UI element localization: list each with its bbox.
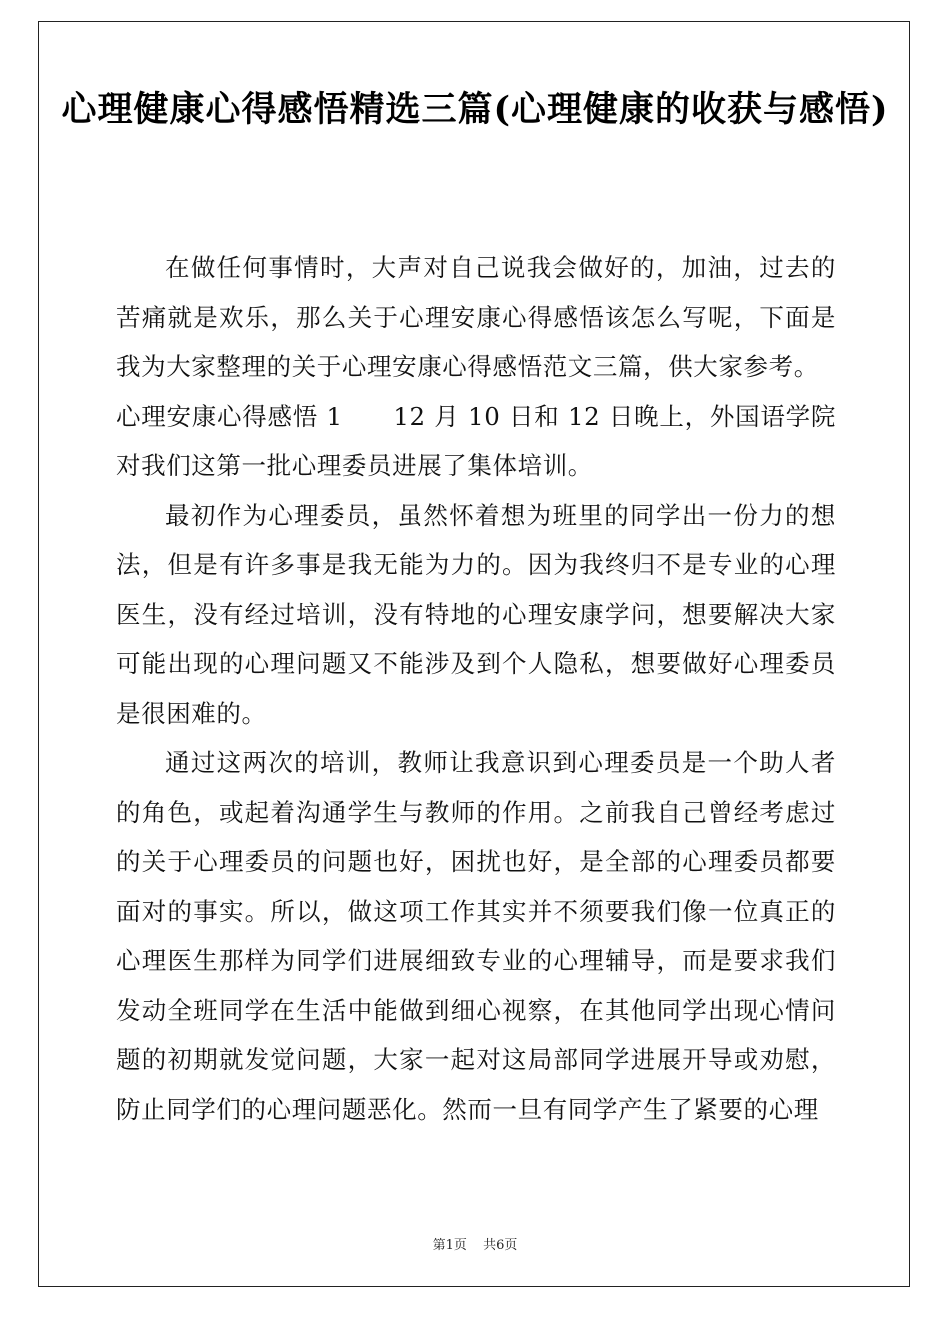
page-number-total: 共6页: [483, 1238, 518, 1253]
paragraph-essay-1-opening: 心理安康心得感悟 1 12 月 10 日和 12 日晚上，外国语学院对我们这第一批心理委员进展了集体培训。: [116, 401, 836, 480]
page-footer: [0, 1234, 950, 1253]
page-number-current: 第1页: [432, 1238, 467, 1253]
paragraph-training: 通过这两次的培训，教师让我意识到心理委员是一个助人者的角色，或起着沟通学生与教师的作用。之前我自己曾经考虑过的关于心理委员的问题也好，困扰也好，是全部的心理委员都要面对的事实。所以，做这项工作其实并不须要我们像一位真正的心理医生那样为同学们进展细致专业的心理辅导，而是要求我们发动全班同学在生活中能做到细心视察，在其他同学出现心情问题的初期就发觉问题，大家一起对这局部同学进展开导或劝慰，防止同学们的心理问题恶化。然而一旦有同学产生了紧要的心理: [116, 748, 836, 1124]
document-body: [116, 243, 836, 1134]
paragraph-intro: 在做任何事情时，大声对自己说我会做好的，加油，过去的苦痛就是欢乐，那么关于心理安康心得感悟该怎么写呢，下面是我为大家整理的关于心理安康心得感悟范文三篇，供大家参考。: [116, 253, 836, 381]
document-title: 心理健康心得感悟精选三篇(心理健康的收获与感悟): [61, 89, 889, 130]
paragraph-first-role: 最初作为心理委员，虽然怀着想为班里的同学出一份力的想法，但是有许多事是我无能为力的。因为我终归不是专业的心理医生，没有经过培训，没有特地的心理安康学问，想要解决大家可能出现的心理问题又不能涉及到个人隐私，想要做好心理委员是很困难的。: [116, 500, 836, 728]
